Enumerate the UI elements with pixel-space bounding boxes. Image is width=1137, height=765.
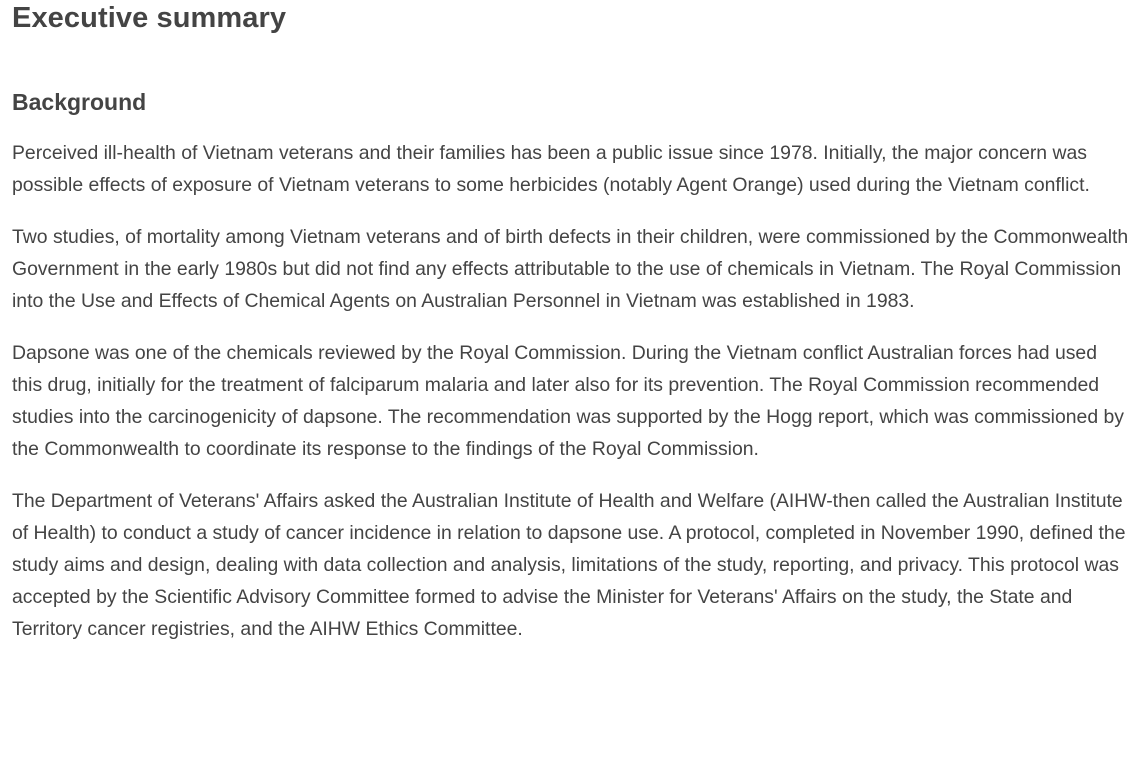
paragraph: Two studies, of mortality among Vietnam veterans and of birth defects in their children, were commissioned by the Commonwealth Government in the early 1980s but did not find any effects attributable to the use of chemicals in Vietnam. The Royal Commission into the Use and Effects of Chemical Agents on Australian Personnel in Vietnam was established in 1983.	[12, 226, 1129, 312]
paragraph: The Department of Veterans' Affairs asked the Australian Institute of Health and Welfare (AIHW-then called the Australian Institute of Health) to conduct a study of cancer incidence in relation to dapsone use. A protocol, completed in November 1990, defined the study aims and design, dealing with data collection and analysis, limitations of the study, reporting, and privacy. This protocol was accepted by the Scientific Advisory Committee formed to advise the Minister for Veterans' Affairs on the study, the State and Territory cancer registries, and the AIHW Ethics Committee.	[12, 490, 1126, 640]
section-heading-background: Background	[12, 89, 147, 115]
paragraph: Dapsone was one of the chemicals reviewed by the Royal Commission. During the Vietnam conflict Australian forces had used this drug, initially for the treatment of falciparum malaria and later also for its prevention. The Royal Commission recommended studies into the carcinogenicity of dapsone. The recommendation was supported by the Hogg report, which was commissioned by the Commonwealth to coordinate its response to the findings of the Royal Commission.	[12, 342, 1124, 460]
paragraph: Perceived ill-health of Vietnam veterans and their families has been a public issue since 1978. Initially, the major concern was possible effects of exposure of Vietnam veterans to some herbicides (notably Agent Orange) used during the Vietnam conflict.	[12, 142, 1090, 196]
page-title: Executive summary	[12, 2, 287, 34]
section-body	[12, 137, 1129, 645]
